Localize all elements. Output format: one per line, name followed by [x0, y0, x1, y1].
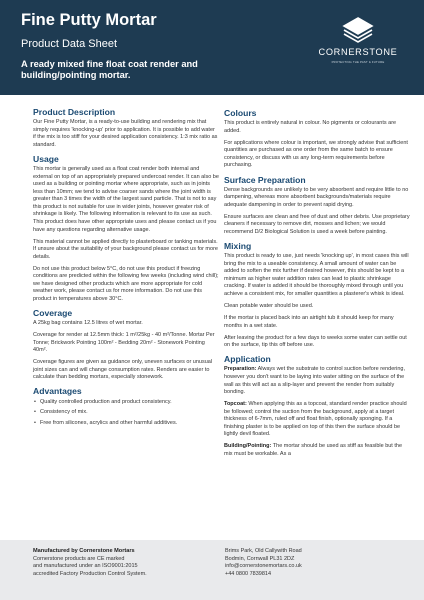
logo-wordmark: CORNERSTONE — [318, 47, 398, 57]
left-column — [33, 107, 219, 430]
list-item: • Consistency of mix. — [33, 409, 219, 417]
mixing-paragraph: If the mortar is placed back into an airtight tub it should keep for many months in a wet state. — [224, 315, 394, 329]
footer-company: Manufactured by Cornerstone Mortars — [33, 548, 135, 554]
product-tagline: A ready mixed fine float coat render and building/pointing mortar. — [21, 59, 198, 81]
footer-address-line: Brims Park, Old Callywith Road — [225, 548, 302, 554]
mixing-paragraph: This product is ready to use, just needs 'knocking up', in most cases this will bring the mix to a useable consistency. A small amount of water can be added to soften the mix further if desired however, this should be kept to a minimum as higher water addition rates can lead to plastic shrinkage cracking. If water is added it should be thoroughly mixed through until you achieve a consistent mix, for smaller quantities a plasterer's whisk is ideal. — [224, 253, 409, 297]
mixing-paragraph: Clean potable water should be used. — [224, 303, 314, 309]
coverage-paragraph: A 25kg bag contains 12.5 litres of wet mortar. — [33, 320, 143, 327]
colours-heading: Colours — [224, 108, 257, 118]
coverage-paragraph: Coverage for render at 12.5mm thick: 1 m²/25kg - 40 m²/Tonne. Mortar Per Tonne; Brickwork Pointing 100m² - Bedding 20m² - Stonework Pointing 40m². — [33, 332, 215, 354]
footer-email-link[interactable]: info@cornerstonemortars.co.uk — [225, 563, 302, 570]
document-subtitle: Product Data Sheet — [21, 38, 118, 50]
usage-paragraph: This material cannot be applied directly to plasterboard or tanking materials. If unsure about the suitability of your background please contact us for more details. — [33, 238, 218, 260]
colours-paragraph: For applications where colour is important, we strongly advise that sufficient quantities are purchased as one order from the same batch to ensure consistency, or discuss with us any long-term requirements before purchasing. — [224, 139, 408, 169]
surface-preparation-paragraph: Dense backgrounds are unlikely to be very absorbent and require little to no dampening, whereas more absorbent backgrounds/materials require adequate dampening in order to prevent rapid drying. — [224, 186, 409, 208]
footer-phone: +44 0800 7839814 — [225, 570, 272, 577]
list-item: • Free from silicones, acrylics and other harmful additives. — [33, 420, 219, 428]
mixing-heading: Mixing — [224, 241, 252, 251]
cornerstone-logo-icon — [310, 12, 406, 66]
advantages-list — [33, 399, 219, 428]
preparation-label: Preparation: — [224, 366, 257, 373]
surface-preparation-heading: Surface Preparation — [224, 174, 306, 185]
application-preparation — [224, 366, 410, 396]
footer-address-line: Bodmin, Cornwall PL31 2DZ — [225, 555, 295, 562]
usage-heading: Usage — [33, 153, 59, 164]
application-heading: Application — [224, 354, 271, 365]
topcoat-label: Topcoat: — [224, 401, 247, 408]
coverage-paragraph: Coverage figures are given as guidance only, uneven surfaces or unusual joint sizes can and will change consumption rates. Renders are easier to calculate than bedding mortars, especially stonework. — [33, 359, 213, 381]
advantages-heading: Advantages — [33, 386, 82, 397]
footer-manufacturer-info — [33, 548, 213, 578]
surface-preparation-paragraph: Ensure surfaces are clean and free of dust and other debris. Use proprietary cleaners if necessary to remove dirt, mosses and lichen; we would recommend D/2 Biological Solution is used a week before painting. — [224, 213, 410, 235]
building-pointing-label: Building/Pointing: — [224, 443, 272, 450]
product-description-heading: Product Description — [33, 107, 116, 117]
list-item: • Quality controlled production and product consistency. — [33, 399, 219, 407]
footer-contact-info — [225, 548, 385, 578]
product-description-text: Our Fine Putty Mortar, is a ready-to-use building and rendering mix that simply requires 'knocking-up' prior to application. It is possible to add water if the mix is too stiff for your desired application consistency. 1:3 mix ratio as standard. — [33, 119, 218, 148]
usage-paragraph: Do not use this product below 5°C, do not use this product if freezing conditions are predicted within the following few weeks (including wind chill); we have designed other products which are more appropriate for cold weather work, please contact us for more information. Do not use this product in temperatures above 30°C. — [33, 265, 219, 302]
product-title: Fine Putty Mortar — [21, 11, 157, 29]
right-column — [224, 108, 410, 463]
footer-certification-line: and manufactured under an ISO9001:2015 — [33, 563, 138, 570]
colours-paragraph: This product is entirely natural in colour. No pigments or colourants are added. — [224, 120, 397, 134]
application-building — [224, 443, 410, 458]
preparation-text: Always wet the substrate to control suction before rendering, however you don't want to be laying into water sitting on the surface of the wall as this will act as a slip-layer and prevent the render from suitably bonding. — [224, 366, 405, 396]
footer-certification-line: accredited Factory Production Control System. — [33, 570, 147, 577]
logo-tagline: PROTECTING THE PAST & FUTURE — [331, 60, 385, 64]
coverage-heading: Coverage — [33, 307, 73, 318]
usage-paragraph: This mortar is generally used as a float coat render both internal and external on top of an appropriately prepared undercoat render. It can also be used as a building or pointing mortar where appropriate, such as in joints less than 10mm; we tend to advise coarser sands where the joint width is greater than 3 times the width of the largest sand particle. That is not to say this product is not suitable for use in wider joints, however greater risk of shrinkage is likely. The following information is relevant to its use as such. This product does have other appropriate uses and please contact us if you have any questions regarding alternative usage. — [33, 166, 219, 233]
application-topcoat — [224, 401, 410, 439]
footer-certification-line: Cornerstone products are CE marked — [33, 555, 125, 562]
mixing-paragraph: After leaving the product for a few days to weeks some water can settle out on the surface, tip this off before use. — [224, 334, 407, 349]
topcoat-text: When applying this as a topcoat, standard render practice should be followed; control the suction from the background, apply at a target thickness of 6-7mm, ruled off and float finish, optionally sponging. If a finishing plaster is to be applied on top of this then the surface should be lightly devil floated. — [224, 401, 407, 438]
building-pointing-text: The mortar should be used as stiff as feasible but the mix must be workable. As a — [224, 443, 403, 457]
